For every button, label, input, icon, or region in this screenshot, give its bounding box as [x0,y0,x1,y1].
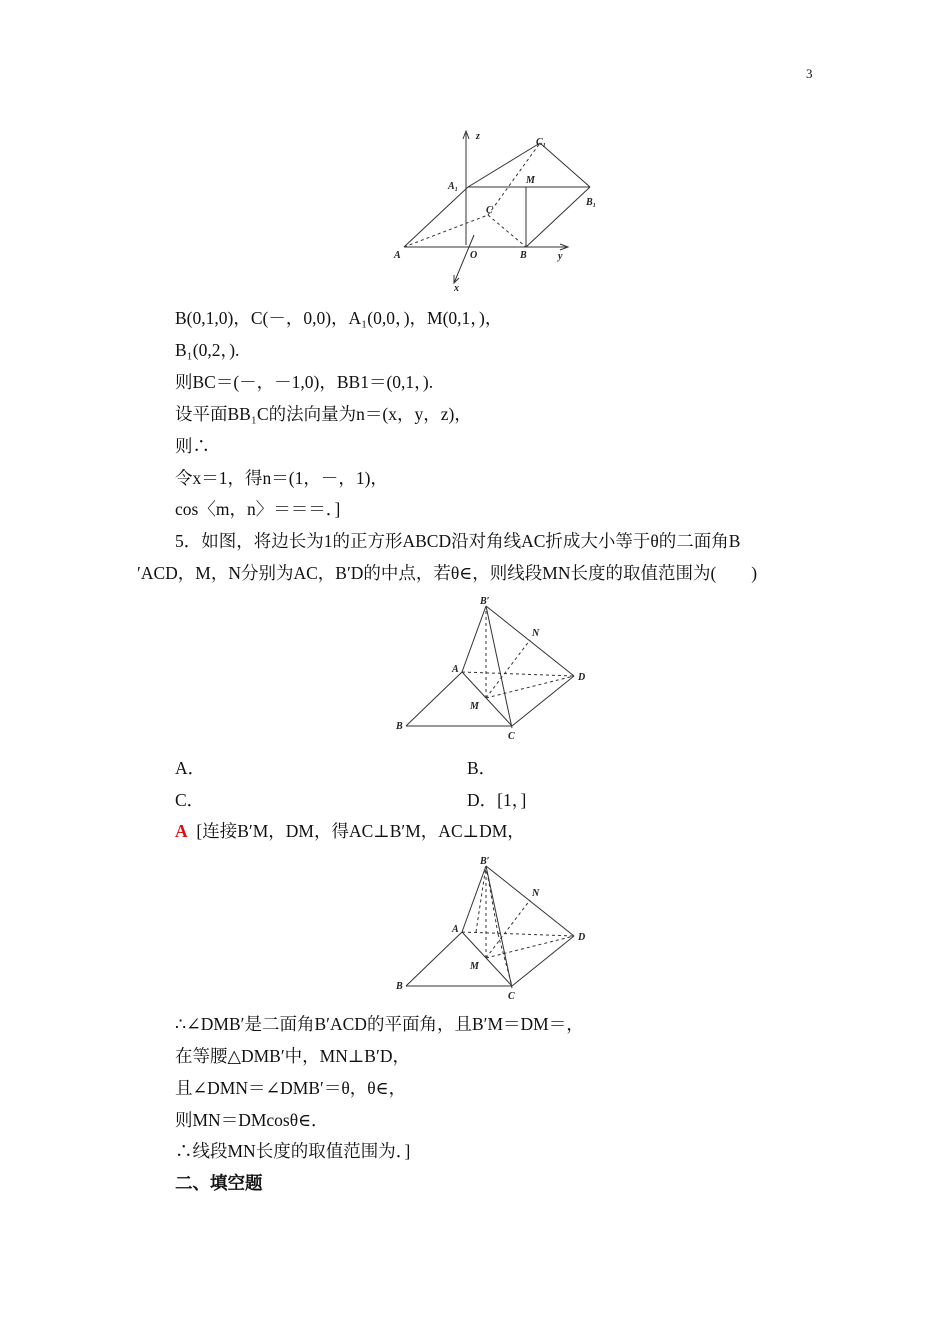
question-5-line-2: ′ACD，M，N分别为AC，B′D的中点，若θ∈，则线段MN长度的取值范围为( ) [137,563,758,583]
fig3-label-a: A [452,924,459,935]
figure-folded-square-solution [390,852,610,1002]
solution-step-3: 且∠DMN＝∠DMB′＝θ，θ∈， [175,1078,407,1098]
fig1-label-b1: B₁ [586,197,597,208]
fig3-label-m: M [470,961,479,972]
figure-folded-square [390,592,610,742]
fig1-label-y: y [558,251,563,262]
fig2-label-c: C [508,731,515,742]
solution-line-6: 令x＝1，得n＝(1，－，1)， [175,468,388,488]
fig1-label-c: C [486,205,493,216]
solution-line-7: cos〈m，n〉＝＝＝．] [175,499,341,519]
option-a: A． [175,758,206,778]
fig3-label-d: D [578,932,586,943]
figure-prism-coordinates [390,125,610,295]
fig3-label-b: B [396,981,403,992]
fig2-label-b: B [396,721,403,732]
fig1-label-c1: C₁ [536,137,547,148]
fig2-label-a: A [452,664,459,675]
fig2-label-n: N [532,628,540,639]
solution-line-4: 设平面BB₁C的法向量为n＝(x，y，z)， [175,404,472,424]
fig1-label-a: A [394,250,401,261]
fig3-label-bprime: B′ [480,856,490,867]
solution-line-2: B₁(0,2，). [175,340,240,360]
question-5-line-1: 5．如图，将边长为1的正方形ABCD沿对角线AC折成大小等于θ的二面角B [175,531,741,551]
section-heading: 二、填空题 [175,1173,263,1193]
solution-step-2: 在等腰△DMB′中，MN⊥B′D， [175,1046,410,1066]
fig1-label-m: M [526,175,535,186]
fig1-label-o: O [470,250,478,261]
fig1-label-z: z [476,131,480,142]
option-d: D．[1，] [467,790,527,810]
solution-step-1: ∴∠DMB′是二面角B′ACD的平面角，且B′M＝DM＝， [175,1014,584,1034]
fig2-label-d: D [578,672,586,683]
answer-line [175,820,525,842]
page-number: 3 [806,66,813,81]
solution-line-5: 则∴ [175,436,210,456]
answer-letter: A [175,821,188,841]
solution-line-3: 则BC＝(－，－1,0)，BB1＝(0,1，). [175,372,434,392]
option-b: B． [467,758,497,778]
answer-explanation: [连接B′M，DM，得AC⊥B′M，AC⊥DM， [196,821,525,841]
option-c: C． [175,790,205,810]
solution-line-1: B(0,1,0)，C(－，0,0)，A₁(0,0，)，M(0,1，)， [175,308,503,328]
fig1-label-a1: A₁ [448,181,459,192]
solution-step-5: ∴线段MN长度的取值范围为．] [175,1141,411,1161]
fig3-label-c: C [508,991,515,1002]
fig2-label-bprime: B′ [480,596,490,607]
solution-step-4: 则MN＝DMcosθ∈． [175,1110,329,1130]
fig3-label-n: N [532,888,540,899]
fig2-label-m: M [470,701,479,712]
fig1-label-b: B [520,250,527,261]
fig1-label-x: x [454,283,459,294]
